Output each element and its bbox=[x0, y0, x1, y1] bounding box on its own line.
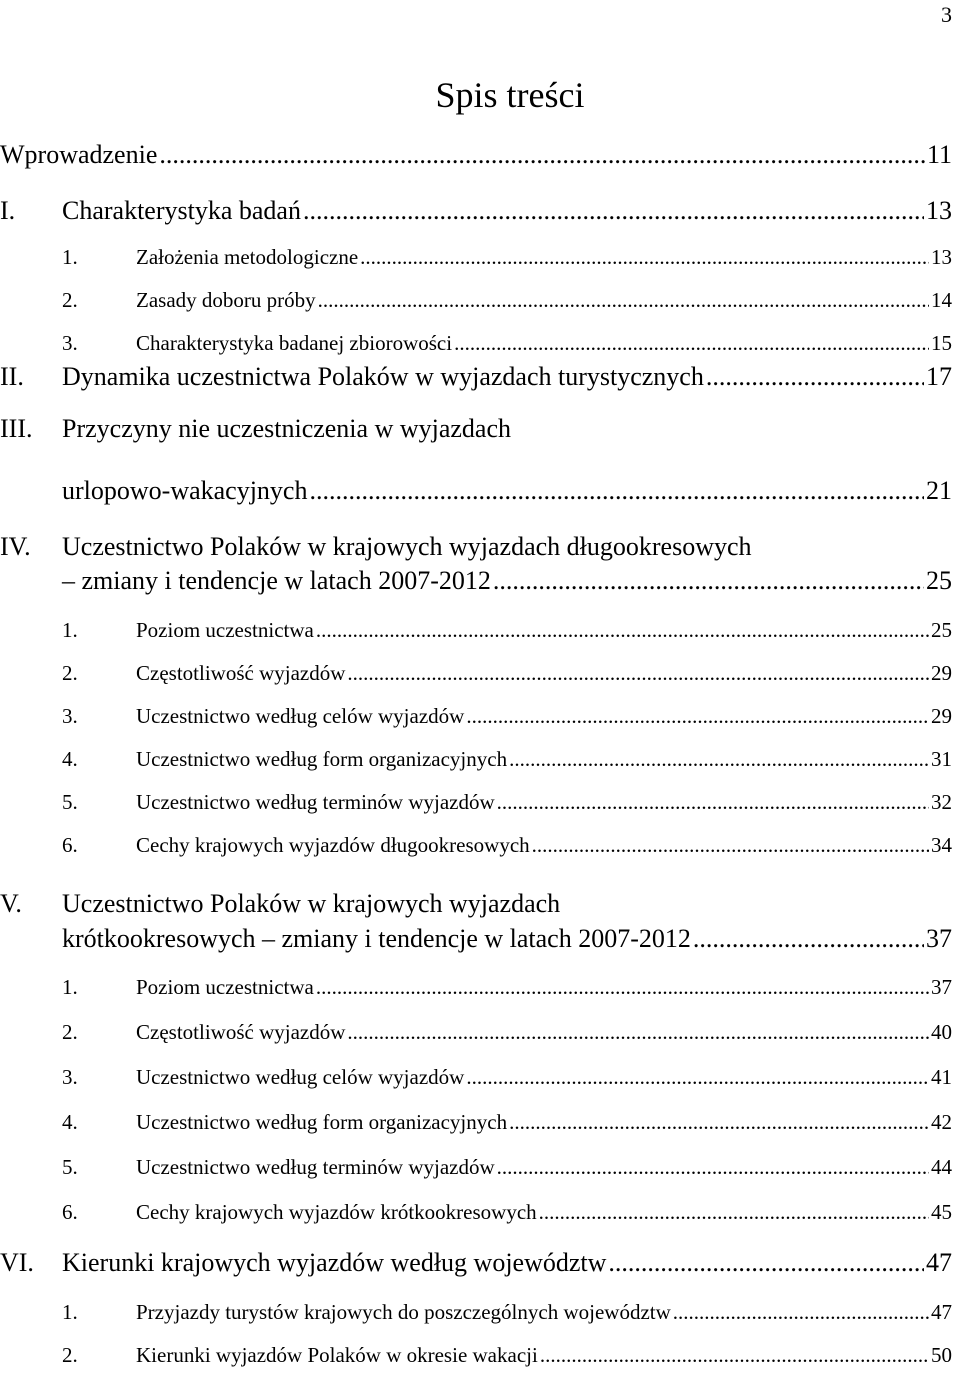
toc-entry-number: 2. bbox=[62, 1343, 78, 1367]
toc-entry-page: 41 bbox=[931, 1065, 952, 1089]
toc-entry-section-1-2[interactable] bbox=[0, 288, 960, 313]
toc-entry-page: 25 bbox=[931, 618, 952, 642]
toc-entry-number: 1. bbox=[62, 618, 78, 642]
toc-entry-label: Wprowadzenie bbox=[0, 140, 158, 169]
toc-entry-chapter-3[interactable] bbox=[0, 476, 960, 506]
toc-entry-label: Kierunki wyjazdów Polaków w okresie wakacji bbox=[136, 1343, 538, 1367]
toc-entry-label: Uczestnictwo według celów wyjazdów bbox=[136, 704, 465, 728]
toc-entry-label: Charakterystyka badanej zbiorowości bbox=[136, 331, 453, 355]
toc-entry-label: Poziom uczestnictwa bbox=[136, 975, 314, 999]
toc-entry-label: Uczestnictwo według form organizacyjnych bbox=[136, 1110, 508, 1134]
toc-entry-page: 45 bbox=[931, 1200, 952, 1224]
toc-entry-page: 21 bbox=[926, 476, 952, 505]
toc-entry-number: 2. bbox=[62, 288, 78, 312]
toc-entry-page: 13 bbox=[926, 196, 952, 225]
toc-entry-label: urlopowo-wakacyjnych bbox=[62, 476, 308, 505]
toc-entry-label: Cechy krajowych wyjazdów długookresowych bbox=[136, 833, 530, 857]
toc-entry-number: 4. bbox=[62, 1110, 78, 1134]
toc-entry-label: Założenia metodologiczne bbox=[136, 245, 359, 269]
toc-entry-page: 34 bbox=[931, 833, 952, 857]
toc-entry-chapter-6[interactable] bbox=[0, 1248, 960, 1278]
toc-entry-chapter-3-line1[interactable] bbox=[0, 414, 960, 444]
toc-entry-section-4-5[interactable] bbox=[0, 790, 960, 815]
toc-entry-page: 32 bbox=[931, 790, 952, 814]
page-number: 3 bbox=[941, 2, 952, 27]
toc-entry-number: I. bbox=[0, 196, 16, 225]
toc-entry-page: 29 bbox=[931, 661, 952, 685]
toc-entry-section-5-2[interactable] bbox=[0, 1020, 960, 1045]
toc-entry-page: 29 bbox=[931, 704, 952, 728]
toc-entry-section-4-6[interactable] bbox=[0, 833, 960, 858]
toc-entry-number: 5. bbox=[62, 790, 78, 814]
toc-entry-page: 44 bbox=[931, 1155, 952, 1179]
toc-entry-section-4-1[interactable] bbox=[0, 618, 960, 643]
toc-entry-section-5-3[interactable] bbox=[0, 1065, 960, 1090]
toc-entry-page: 17 bbox=[926, 362, 952, 391]
toc-entry-label: Przyjazdy turystów krajowych do poszczególnych województw bbox=[136, 1300, 671, 1324]
toc-entry-number: 1. bbox=[62, 975, 78, 999]
toc-entry-label: Uczestnictwo według form organizacyjnych bbox=[136, 747, 508, 771]
toc-entry-label: Uczestnictwo według terminów wyjazdów bbox=[136, 1155, 495, 1179]
toc-entry-label: Uczestnictwo według celów wyjazdów bbox=[136, 1065, 465, 1089]
toc-entry-number: 1. bbox=[62, 1300, 78, 1324]
toc-entry-number: 3. bbox=[62, 704, 78, 728]
toc-entry-number: 6. bbox=[62, 833, 78, 857]
toc-entry-chapter-2[interactable] bbox=[0, 362, 960, 392]
toc-entry-chapter-4-line1[interactable] bbox=[0, 532, 960, 562]
toc-entry-section-5-5[interactable] bbox=[0, 1155, 960, 1180]
toc-entry-chapter-5[interactable] bbox=[0, 924, 960, 954]
toc-entry-section-5-4[interactable] bbox=[0, 1110, 960, 1135]
toc-entry-label: Zasady doboru próby bbox=[136, 288, 316, 312]
toc-entry-number: VI. bbox=[0, 1248, 34, 1277]
toc-entry-page: 42 bbox=[931, 1110, 952, 1134]
toc-entry-section-4-2[interactable] bbox=[0, 661, 960, 686]
toc-entry-number: V. bbox=[0, 889, 22, 918]
toc-entry-number: 6. bbox=[62, 1200, 78, 1224]
toc-entry-introduction[interactable] bbox=[0, 140, 960, 170]
toc-entry-page: 37 bbox=[926, 924, 952, 953]
toc-entry-chapter-1[interactable] bbox=[0, 196, 960, 226]
toc-entry-page: 11 bbox=[926, 140, 952, 169]
toc-entry-label: Poziom uczestnictwa bbox=[136, 618, 314, 642]
toc-entry-label: Cechy krajowych wyjazdów krótkookresowych bbox=[136, 1200, 537, 1224]
toc-entry-page: 13 bbox=[931, 245, 952, 269]
toc-entry-page: 14 bbox=[931, 288, 952, 312]
toc-entry-number: 1. bbox=[62, 245, 78, 269]
toc-entry-page: 47 bbox=[926, 1248, 952, 1277]
toc-entry-label-line1: Uczestnictwo Polaków w krajowych wyjazdach bbox=[62, 889, 561, 918]
toc-entry-section-5-1[interactable] bbox=[0, 975, 960, 1000]
toc-entry-section-1-1[interactable] bbox=[0, 245, 960, 270]
toc-entry-number: II. bbox=[0, 362, 24, 391]
toc-entry-section-6-2[interactable] bbox=[0, 1343, 960, 1368]
toc-entry-label: Charakterystyka badań bbox=[62, 196, 301, 225]
toc-entry-number: 2. bbox=[62, 661, 78, 685]
toc-entry-page: 15 bbox=[931, 331, 952, 355]
toc-entry-section-4-3[interactable] bbox=[0, 704, 960, 729]
toc-entry-section-5-6[interactable] bbox=[0, 1200, 960, 1225]
toc-entry-label: Kierunki krajowych wyjazdów według województw bbox=[62, 1248, 607, 1277]
toc-entry-page: 31 bbox=[931, 747, 952, 771]
toc-entry-label: Częstotliwość wyjazdów bbox=[136, 1020, 346, 1044]
toc-entry-label-line1: Uczestnictwo Polaków w krajowych wyjazdach długookresowych bbox=[62, 532, 752, 561]
toc-entry-label: – zmiany i tendencje w latach 2007-2012 bbox=[62, 566, 491, 595]
toc-entry-page: 37 bbox=[931, 975, 952, 999]
toc-entry-label-line1: Przyczyny nie uczestniczenia w wyjazdach bbox=[62, 414, 512, 443]
toc-entry-number: IV. bbox=[0, 532, 31, 561]
toc-entry-label: Uczestnictwo według terminów wyjazdów bbox=[136, 790, 495, 814]
toc-entry-chapter-5-line1[interactable] bbox=[0, 889, 960, 919]
toc-entry-label: krótkookresowych – zmiany i tendencje w latach 2007-2012 bbox=[62, 924, 691, 953]
toc-entry-number: 3. bbox=[62, 331, 78, 355]
toc-entry-page: 25 bbox=[926, 566, 952, 595]
toc-entry-number: III. bbox=[0, 414, 33, 443]
toc-entry-label: Częstotliwość wyjazdów bbox=[136, 661, 346, 685]
toc-entry-chapter-4[interactable] bbox=[0, 566, 960, 596]
toc-entry-label: Dynamika uczestnictwa Polaków w wyjazdach turystycznych bbox=[62, 362, 704, 391]
toc-entry-page: 40 bbox=[931, 1020, 952, 1044]
toc-entry-section-1-3[interactable] bbox=[0, 331, 960, 356]
toc-entry-page: 47 bbox=[931, 1300, 952, 1324]
page-title: Spis treści bbox=[435, 75, 585, 115]
toc-entry-number: 3. bbox=[62, 1065, 78, 1089]
toc-entry-number: 2. bbox=[62, 1020, 78, 1044]
toc-entry-section-6-1[interactable] bbox=[0, 1300, 960, 1325]
toc-entry-number: 4. bbox=[62, 747, 78, 771]
toc-entry-number: 5. bbox=[62, 1155, 78, 1179]
toc-entry-section-4-4[interactable] bbox=[0, 747, 960, 772]
toc-entry-page: 50 bbox=[931, 1343, 952, 1367]
